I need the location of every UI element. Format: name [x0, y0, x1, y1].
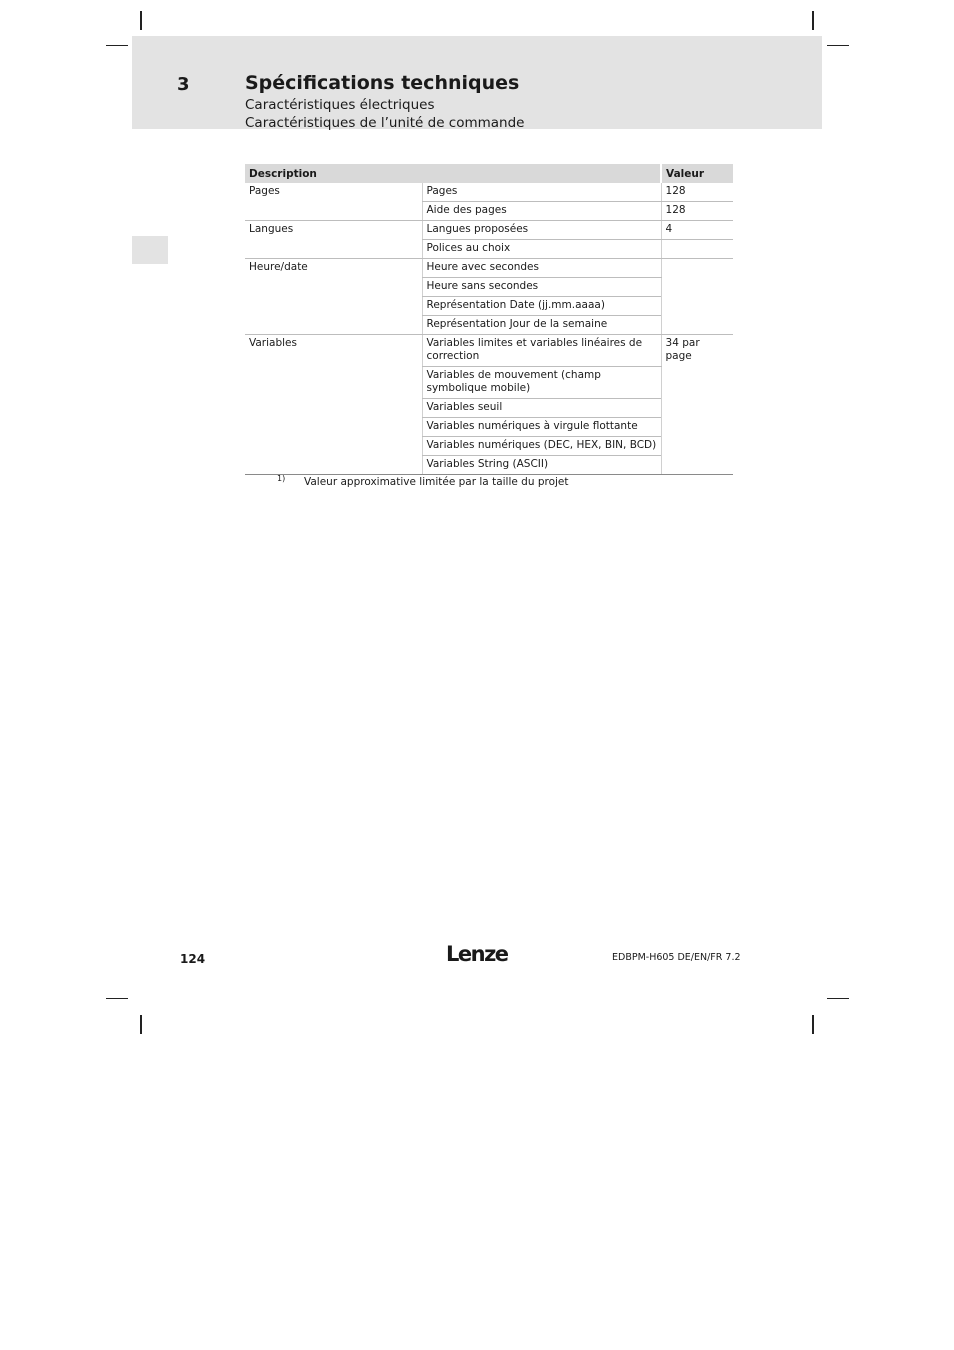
item-label: Heure sans secondes — [422, 278, 661, 297]
item-label: Variables de mouvement (champ symbolique mobile) — [422, 367, 661, 399]
item-label: Heure avec secondes — [422, 259, 661, 278]
footnote-text: Valeur approximative limitée par la taille du projet — [304, 476, 569, 488]
group-label: Pages — [245, 183, 422, 221]
page-number: 124 — [180, 952, 206, 966]
column-header-description: Description — [245, 164, 661, 183]
item-value: 34 par page — [661, 335, 733, 475]
item-value — [661, 240, 733, 259]
item-label: Polices au choix — [422, 240, 661, 259]
group-label: Heure/date — [245, 259, 422, 335]
item-label: Variables numériques à virgule flottante — [422, 418, 661, 437]
item-label: Représentation Date (jj.mm.aaaa) — [422, 297, 661, 316]
lenze-logo: Lenze — [446, 942, 508, 966]
table-row — [245, 259, 733, 278]
crop-mark — [827, 998, 849, 999]
side-tab — [132, 236, 168, 264]
table-row — [245, 221, 733, 240]
item-label: Représentation Jour de la semaine — [422, 316, 661, 335]
item-label: Pages — [422, 183, 661, 202]
section-subtitle: Caractéristiques de l’unité de commande — [245, 115, 525, 131]
crop-mark — [812, 1015, 814, 1034]
document-code: EDBPM-H605 DE/EN/FR 7.2 — [612, 952, 741, 963]
item-label: Variables String (ASCII) — [422, 456, 661, 475]
item-value: 128 — [661, 202, 733, 221]
item-value: 4 — [661, 221, 733, 240]
column-header-value: Valeur — [661, 164, 733, 183]
crop-mark — [140, 1015, 142, 1034]
crop-mark — [812, 11, 814, 30]
spec-table — [245, 164, 733, 475]
item-label: Langues proposées — [422, 221, 661, 240]
item-label: Aide des pages — [422, 202, 661, 221]
item-label: Variables limites et variables linéaires de correction — [422, 335, 661, 367]
group-label: Variables — [245, 335, 422, 475]
crop-mark — [106, 998, 128, 999]
table-row — [245, 183, 733, 202]
section-subtitle: Caractéristiques électriques — [245, 97, 435, 113]
crop-mark — [827, 45, 849, 46]
table-row — [245, 335, 733, 367]
crop-mark — [106, 45, 128, 46]
chapter-title: Spécifications techniques — [245, 72, 520, 94]
group-label: Langues — [245, 221, 422, 259]
crop-mark — [140, 11, 142, 30]
table-header-row — [245, 164, 733, 183]
item-label: Variables numériques (DEC, HEX, BIN, BCD) — [422, 437, 661, 456]
footnote-marker: 1) — [277, 474, 286, 483]
chapter-number: 3 — [177, 74, 190, 95]
footnote — [277, 474, 569, 491]
item-value: 128 — [661, 183, 733, 202]
item-label: Variables seuil — [422, 399, 661, 418]
item-value — [661, 259, 733, 335]
